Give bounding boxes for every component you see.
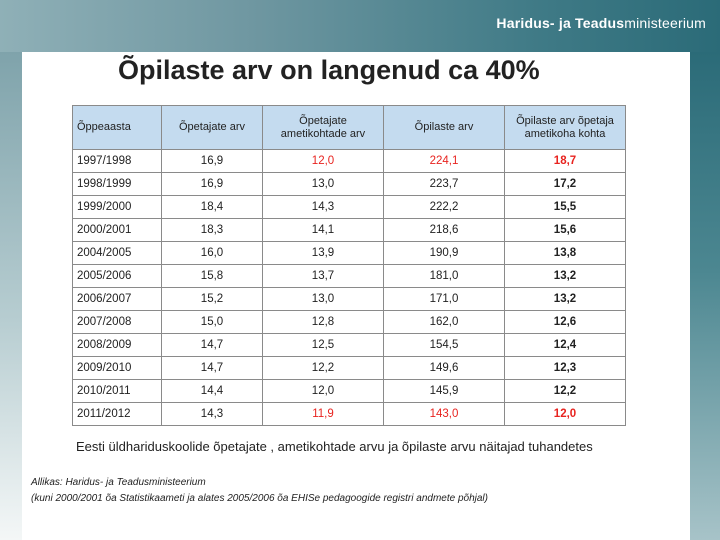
cell-teachers: 14,7 bbox=[162, 334, 263, 357]
cell-year: 2005/2006 bbox=[73, 265, 162, 288]
ministry-name-bold: Haridus- ja Teadus bbox=[496, 15, 625, 31]
cell-posts: 12,8 bbox=[263, 311, 384, 334]
table-row bbox=[73, 403, 626, 426]
cell-ratio: 13,2 bbox=[505, 265, 626, 288]
column-header-students: Õpilaste arv bbox=[384, 106, 505, 150]
cell-year: 2010/2011 bbox=[73, 380, 162, 403]
table-header-row bbox=[73, 106, 626, 150]
header-bar bbox=[0, 0, 720, 52]
cell-ratio: 13,2 bbox=[505, 288, 626, 311]
cell-students: 149,6 bbox=[384, 357, 505, 380]
column-header-ratio: Õpilaste arv õpetaja ametikoha kohta bbox=[505, 106, 626, 150]
source-line-1: Allikas: Haridus- ja Teadusministeerium bbox=[31, 477, 206, 488]
source-note bbox=[31, 475, 488, 507]
slide-title: Õpilaste arv on langenud ca 40% bbox=[118, 55, 540, 85]
table-row bbox=[73, 265, 626, 288]
table-caption: Eesti üldhariduskoolide õpetajate , ametikohtade arvu ja õpilaste arvu näitajad tuhandetes bbox=[76, 439, 593, 454]
cell-year: 2009/2010 bbox=[73, 357, 162, 380]
cell-teachers: 15,0 bbox=[162, 311, 263, 334]
cell-year: 2000/2001 bbox=[73, 219, 162, 242]
cell-teachers: 16,9 bbox=[162, 150, 263, 173]
ministry-logo-text bbox=[496, 15, 706, 31]
cell-ratio: 15,5 bbox=[505, 196, 626, 219]
table-row bbox=[73, 380, 626, 403]
cell-ratio: 17,2 bbox=[505, 173, 626, 196]
cell-year: 1997/1998 bbox=[73, 150, 162, 173]
cell-students: 171,0 bbox=[384, 288, 505, 311]
cell-students: 222,2 bbox=[384, 196, 505, 219]
cell-students: 154,5 bbox=[384, 334, 505, 357]
cell-posts: 14,3 bbox=[263, 196, 384, 219]
cell-posts: 11,9 bbox=[263, 403, 384, 426]
source-line-2: (kuni 2000/2001 õa Statistikaameti ja alates 2005/2006 õa EHISe pedagoogide registri andmete põhjal) bbox=[31, 493, 488, 504]
cell-teachers: 16,0 bbox=[162, 242, 263, 265]
cell-teachers: 18,3 bbox=[162, 219, 263, 242]
table-row bbox=[73, 219, 626, 242]
column-header-year: Õppeaasta bbox=[73, 106, 162, 150]
cell-posts: 13,7 bbox=[263, 265, 384, 288]
cell-posts: 13,0 bbox=[263, 173, 384, 196]
cell-posts: 12,0 bbox=[263, 150, 384, 173]
cell-year: 1998/1999 bbox=[73, 173, 162, 196]
cell-teachers: 14,4 bbox=[162, 380, 263, 403]
left-decor-bar bbox=[0, 52, 22, 540]
statistics-table bbox=[72, 105, 626, 426]
cell-ratio: 12,2 bbox=[505, 380, 626, 403]
cell-ratio: 18,7 bbox=[505, 150, 626, 173]
ministry-name-light: ministeerium bbox=[624, 15, 706, 31]
cell-ratio: 12,6 bbox=[505, 311, 626, 334]
cell-posts: 14,1 bbox=[263, 219, 384, 242]
table-row bbox=[73, 242, 626, 265]
cell-posts: 13,9 bbox=[263, 242, 384, 265]
cell-teachers: 15,2 bbox=[162, 288, 263, 311]
table-row bbox=[73, 311, 626, 334]
cell-year: 2007/2008 bbox=[73, 311, 162, 334]
cell-ratio: 12,4 bbox=[505, 334, 626, 357]
cell-year: 2006/2007 bbox=[73, 288, 162, 311]
cell-ratio: 12,3 bbox=[505, 357, 626, 380]
table-body bbox=[73, 150, 626, 426]
cell-year: 2011/2012 bbox=[73, 403, 162, 426]
table-row bbox=[73, 288, 626, 311]
cell-students: 190,9 bbox=[384, 242, 505, 265]
cell-posts: 12,5 bbox=[263, 334, 384, 357]
cell-year: 2008/2009 bbox=[73, 334, 162, 357]
table-row bbox=[73, 173, 626, 196]
cell-teachers: 18,4 bbox=[162, 196, 263, 219]
cell-students: 145,9 bbox=[384, 380, 505, 403]
cell-students: 181,0 bbox=[384, 265, 505, 288]
cell-ratio: 15,6 bbox=[505, 219, 626, 242]
cell-teachers: 14,3 bbox=[162, 403, 263, 426]
cell-ratio: 13,8 bbox=[505, 242, 626, 265]
cell-teachers: 15,8 bbox=[162, 265, 263, 288]
cell-students: 162,0 bbox=[384, 311, 505, 334]
cell-students: 224,1 bbox=[384, 150, 505, 173]
cell-ratio: 12,0 bbox=[505, 403, 626, 426]
table-row bbox=[73, 150, 626, 173]
cell-students: 218,6 bbox=[384, 219, 505, 242]
cell-students: 143,0 bbox=[384, 403, 505, 426]
cell-posts: 13,0 bbox=[263, 288, 384, 311]
table-row bbox=[73, 196, 626, 219]
cell-year: 2004/2005 bbox=[73, 242, 162, 265]
table-row bbox=[73, 357, 626, 380]
cell-teachers: 14,7 bbox=[162, 357, 263, 380]
cell-students: 223,7 bbox=[384, 173, 505, 196]
cell-posts: 12,0 bbox=[263, 380, 384, 403]
cell-year: 1999/2000 bbox=[73, 196, 162, 219]
column-header-teachers: Õpetajate arv bbox=[162, 106, 263, 150]
right-decor-bar bbox=[690, 52, 720, 540]
column-header-posts: Õpetajate ametikohtade arv bbox=[263, 106, 384, 150]
cell-teachers: 16,9 bbox=[162, 173, 263, 196]
cell-posts: 12,2 bbox=[263, 357, 384, 380]
table-row bbox=[73, 334, 626, 357]
